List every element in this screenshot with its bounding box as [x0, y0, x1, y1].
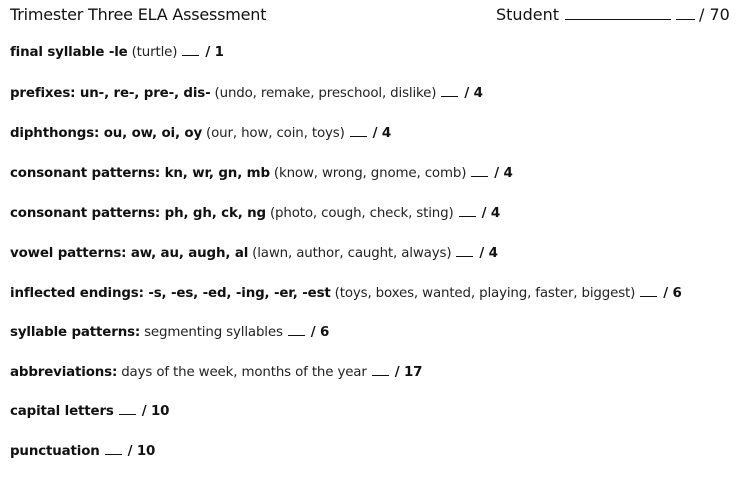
skill-examples: segmenting syllables [144, 325, 283, 340]
skill-points: / 6 [310, 325, 330, 340]
skill-examples: days of the week, months of the year [121, 365, 367, 380]
score-blank [350, 135, 367, 137]
student-field [496, 5, 730, 24]
skill-row [10, 324, 329, 342]
skill-name: prefixes: un-, re-, pre-, dis- [10, 86, 211, 101]
score-blank [119, 413, 136, 415]
skill-points: / 4 [479, 246, 498, 261]
skill-row [10, 403, 169, 421]
skill-examples: (know, wrong, gnome, comb) [273, 166, 467, 181]
skill-name: final syllable -le [10, 45, 128, 60]
skill-row [10, 205, 500, 223]
skill-points: / 10 [127, 444, 156, 459]
score-blank [459, 215, 476, 217]
skill-points: / 6 [663, 286, 682, 301]
skill-row [10, 125, 391, 143]
skill-row [10, 364, 422, 382]
skill-examples: (turtle) [131, 45, 178, 60]
skill-row [10, 245, 498, 263]
skill-points: / 17 [394, 365, 423, 380]
skill-points: / 4 [481, 206, 500, 221]
skill-points: / 4 [372, 126, 392, 141]
student-label: Student [496, 5, 559, 24]
skill-examples: (our, how, coin, toys) [206, 126, 345, 141]
total-score-line [676, 18, 695, 20]
skill-name: punctuation [10, 444, 100, 459]
skill-row [10, 285, 682, 303]
skill-row [10, 443, 155, 461]
total-points: / 70 [698, 5, 730, 24]
skill-row [10, 85, 483, 103]
score-blank [372, 374, 389, 376]
skill-name: consonant patterns: kn, wr, gn, mb [10, 166, 270, 181]
score-blank [441, 95, 458, 97]
skill-row [10, 165, 513, 183]
skill-examples: (toys, boxes, wanted, playing, faster, biggest) [334, 286, 636, 301]
score-blank [456, 255, 473, 257]
score-blank [288, 334, 305, 336]
skill-name: abbreviations: [10, 365, 118, 380]
page-title: Trimester Three ELA Assessment [10, 5, 267, 24]
skill-name: inflected endings: -s, -es, -ed, -ing, -er, -est [10, 286, 331, 301]
student-name-line [565, 18, 671, 20]
skill-points: / 4 [464, 86, 483, 101]
skill-points: / 4 [494, 166, 513, 181]
score-blank [640, 295, 657, 297]
skill-name: consonant patterns: ph, gh, ck, ng [10, 206, 266, 221]
score-blank [182, 54, 199, 56]
skill-examples: (photo, cough, check, sting) [269, 206, 454, 221]
skill-row [10, 44, 224, 62]
score-blank [105, 453, 122, 455]
skill-points: / 1 [205, 45, 224, 60]
skill-name: syllable patterns: [10, 325, 141, 340]
skill-name: capital letters [10, 404, 114, 419]
skill-name: vowel patterns: aw, au, augh, al [10, 246, 249, 261]
score-blank [471, 175, 488, 177]
skill-name: diphthongs: ou, ow, oi, oy [10, 126, 203, 141]
skill-points: / 10 [141, 404, 170, 419]
skill-examples: (undo, remake, preschool, dislike) [214, 86, 437, 101]
skill-examples: (lawn, author, caught, always) [252, 246, 452, 261]
